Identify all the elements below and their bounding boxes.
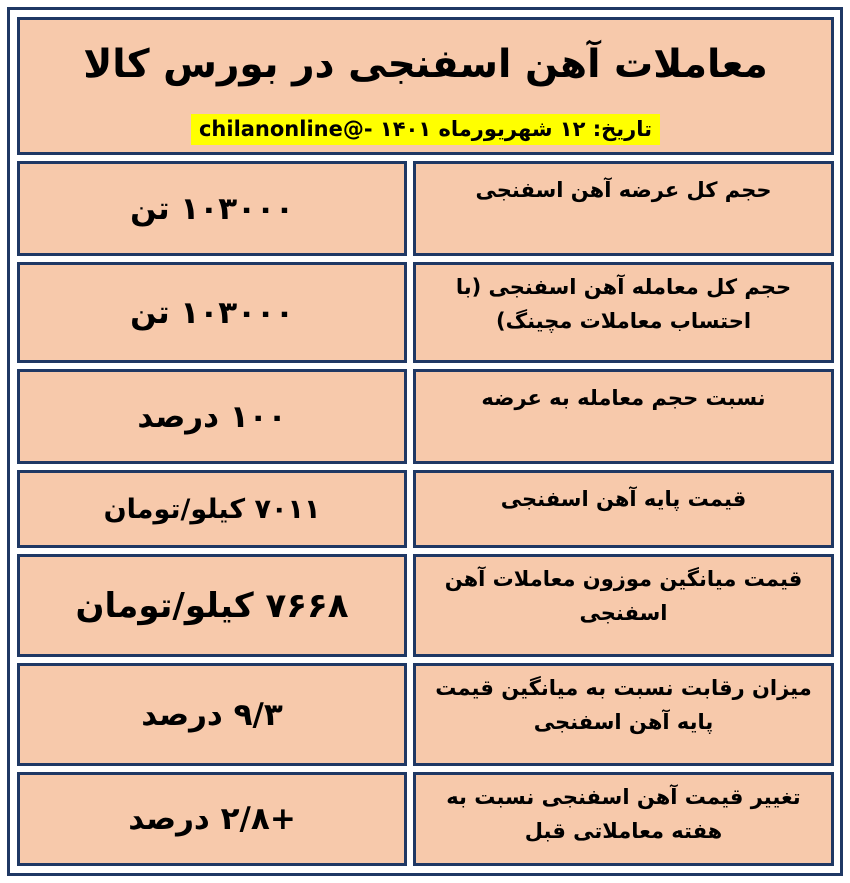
value-text: ۹/۳ درصد (141, 696, 283, 733)
value-cell-avg-price (17, 554, 407, 657)
value-cell-base-price (17, 470, 407, 548)
value-text: ۷۰۱۱ کیلو/تومان (103, 493, 321, 525)
label-text: حجم کل معامله آهن اسفنجی (با احتساب معاملات مچینگ) (455, 275, 792, 333)
value-cell-traded (17, 262, 407, 363)
subtitle-wrap (20, 114, 831, 145)
value-text: +۲/۸ درصد (128, 801, 296, 837)
value-text: ۱۰۰ درصد (137, 398, 287, 435)
label-text: حجم کل عرضه آهن اسفنجی (475, 178, 772, 202)
value-text: ۷۶۶۸ کیلو/تومان (75, 585, 349, 626)
label-text: میزان رقابت نسبت به میانگین قیمت پایه آهن اسفنجی (435, 676, 812, 734)
label-text: قیمت میانگین موزون معاملات آهن اسفنجی (444, 567, 803, 625)
label-cell-competition (413, 663, 834, 766)
value-text: ۱۰۳۰۰۰ تن (130, 294, 294, 331)
label-cell-base-price (413, 470, 834, 548)
label-text: تغییر قیمت آهن اسفنجی نسبت به هفته معاملاتی قبل (446, 785, 801, 843)
label-cell-ratio (413, 369, 834, 464)
value-cell-competition (17, 663, 407, 766)
value-cell-price-change (17, 772, 407, 866)
value-cell-ratio (17, 369, 407, 464)
value-text: ۱۰۳۰۰۰ تن (130, 190, 294, 227)
title-cell (17, 17, 834, 155)
label-text: نسبت حجم معامله به عرضه (481, 386, 766, 410)
page-title: معاملات آهن اسفنجی در بورس کالا (83, 42, 768, 87)
label-cell-avg-price (413, 554, 834, 657)
value-cell-supply (17, 161, 407, 256)
label-cell-supply (413, 161, 834, 256)
label-cell-price-change (413, 772, 834, 866)
label-text: قیمت پایه آهن اسفنجی (500, 487, 747, 511)
date-source-label: تاریخ: ۱۲ شهریورماه ۱۴۰۱ -@chilanonline (191, 114, 660, 145)
label-cell-traded (413, 262, 834, 363)
